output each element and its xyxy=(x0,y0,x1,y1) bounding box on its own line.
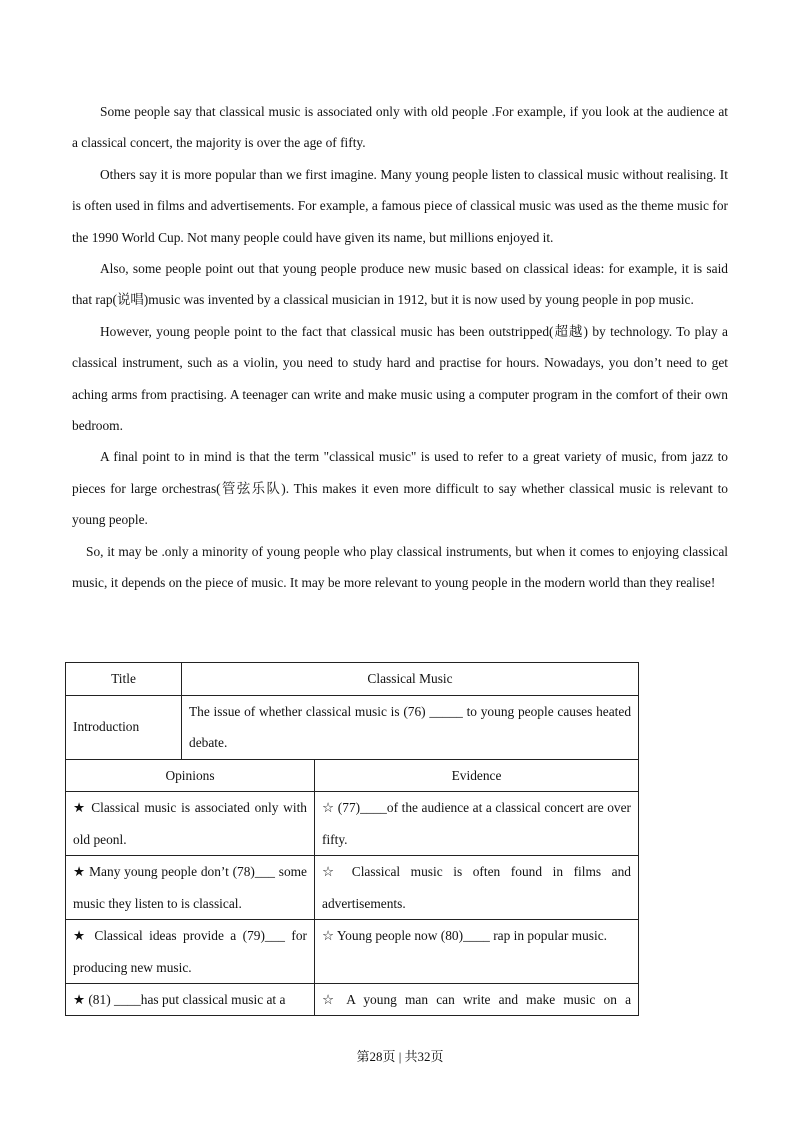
opinion-cell: ★ Many young people don’t (78)___ some music they listen to is classical. xyxy=(66,856,315,920)
table-row xyxy=(66,920,639,984)
evidence-cell-truncated xyxy=(315,984,639,1016)
opinion-cell: ★ Classical music is associated only with old peonl. xyxy=(66,792,315,856)
passage-paragraph-2: Others say it is more popular than we first imagine. Many young people listen to classical music without realising. It is often used in films and advertisements. For example, a famous piece of classical music was used as the theme music for the 1990 World Cup. Not many people could have given its name, but millions enjoyed it. xyxy=(72,166,728,245)
introduction-value-cell: The issue of whether classical music is (76) _____ to young people causes heated debate. xyxy=(182,695,639,759)
opinion-cell: ★ Classical ideas provide a (79)___ for producing new music. xyxy=(66,920,315,984)
page-footer: 第28页 | 共32页 xyxy=(356,1049,444,1064)
evidence-cell: ☆ Classical music is often found in films and advertisements. xyxy=(315,856,639,920)
passage-paragraph-1: Some people say that classical music is associated only with old people .For example, if you look at the audience at a classical concert, the majority is over the age of fifty. xyxy=(72,104,728,151)
summary-table xyxy=(65,662,639,1016)
reading-passage xyxy=(72,96,728,599)
evidence-cell-text: ☆ A young man can write and make music on a xyxy=(322,992,632,1007)
table-row xyxy=(66,984,639,1016)
table-row xyxy=(66,792,639,856)
table-row xyxy=(66,856,639,920)
header-row xyxy=(66,759,639,792)
evidence-cell: ☆ Young people now (80)____ rap in popular music. xyxy=(315,920,639,984)
title-label-cell: Title xyxy=(66,663,182,696)
introduction-label-cell: Introduction xyxy=(66,695,182,759)
evidence-header-cell: Evidence xyxy=(315,759,639,792)
title-value-cell: Classical Music xyxy=(182,663,639,696)
opinion-cell-truncated xyxy=(66,984,315,1016)
passage-paragraph-5: A final point to in mind is that the term "classical music" is used to refer to a great variety of music, from jazz to pieces for large orchestras(管弦乐队). This makes it even more difficult to say whether classical music is relevant to young people. xyxy=(72,449,728,528)
introduction-row xyxy=(66,695,639,759)
title-row xyxy=(66,663,639,696)
opinions-header-cell: Opinions xyxy=(66,759,315,792)
passage-paragraph-6: So, it may be .only a minority of young people who play classical instruments, but when it comes to enjoying classical music, it depends on the piece of music. It may be more relevant to young people in the modern world than they realise! xyxy=(72,543,728,591)
evidence-cell: ☆ (77)____of the audience at a classical concert are over fifty. xyxy=(315,792,639,856)
opinion-cell-text: ★ (81) ____has put classical music at a xyxy=(73,992,286,1007)
passage-paragraph-4: However, young people point to the fact that classical music has been outstripped(超越) by technology. To play a classical instrument, such as a violin, you need to study hard and practise for hours. Nowadays, you don’t need to get aching arms from practising. A teenager can write and make music using a computer program in the comfort of their own bedroom. xyxy=(72,323,728,434)
passage-paragraph-3: Also, some people point out that young people produce new music based on classical ideas: for example, it is said that rap(说唱)music was invented by a classical musician in 1912, but it is now used by young people in pop music. xyxy=(72,261,728,308)
